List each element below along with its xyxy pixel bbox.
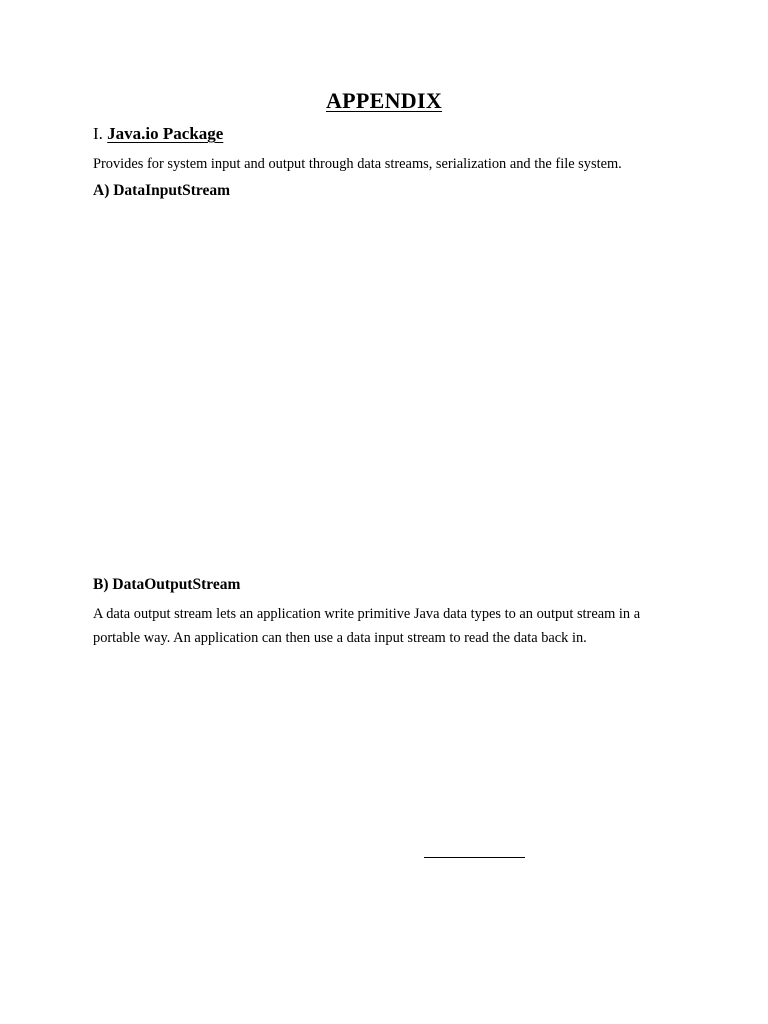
subsection-text-dataoutputstream: A data output stream lets an application write primitive Java data types to an output stream in a portable way. An application can then use a data input stream to read the data back in. — [93, 606, 641, 646]
subsection-heading-dataoutputstream: B) DataOutputStream — [93, 576, 241, 593]
section-number: I. — [93, 124, 103, 143]
footnote-separator — [424, 857, 525, 858]
section-description: Provides for system input and output through data streams, serialization and the file system. — [93, 156, 622, 172]
section-heading — [93, 124, 223, 144]
page-title: APPENDIX — [325, 88, 443, 113]
section-name: Java.io Package — [107, 124, 224, 143]
subsection-heading-datainputstream: A) DataInputStream — [93, 182, 231, 199]
